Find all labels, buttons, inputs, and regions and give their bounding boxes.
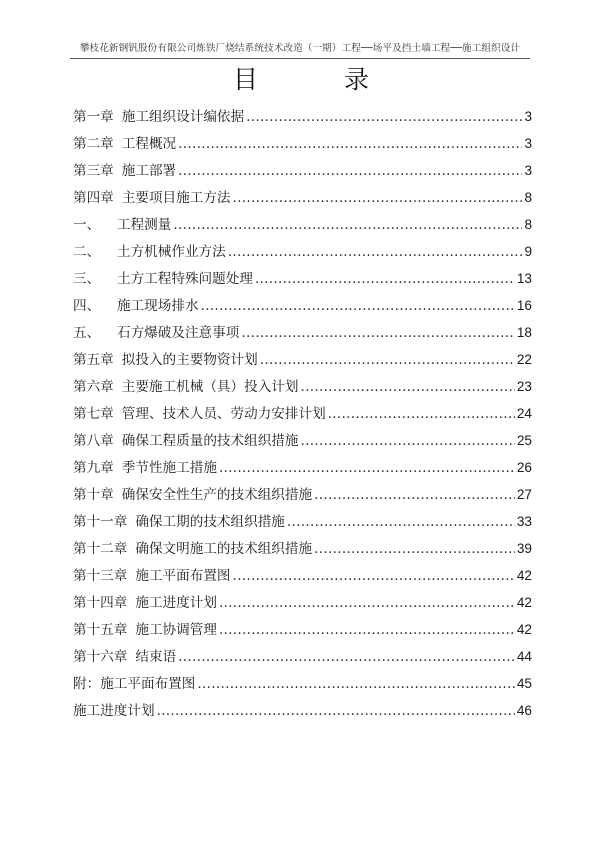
toc-entry-number: 第八章 bbox=[73, 433, 114, 449]
toc-entry[interactable] bbox=[73, 238, 532, 265]
toc-entry-number: 第九章 bbox=[73, 460, 114, 476]
toc-dot-leader bbox=[314, 482, 515, 509]
toc-entry[interactable] bbox=[73, 643, 532, 670]
toc-entry[interactable] bbox=[73, 211, 532, 238]
toc-entry-page: 22 bbox=[516, 352, 532, 367]
toc-entry-title: 施工现场排水 bbox=[117, 298, 199, 314]
toc-dot-leader bbox=[219, 617, 515, 644]
toc-entry-title: 主要项目施工方法 bbox=[121, 190, 231, 206]
header-divider bbox=[70, 58, 530, 59]
toc-entry-number: 第十一章 bbox=[73, 514, 128, 530]
running-header: 攀枝花新钢钒股份有限公司炼铁厂烧结系统技术改造（一期）工程──场平及挡土墙工程──施工组织设计 bbox=[79, 43, 521, 54]
toc-entry-page: 23 bbox=[516, 379, 532, 394]
toc-dot-leader bbox=[314, 536, 515, 563]
toc-entry-page: 8 bbox=[524, 190, 532, 205]
toc-dot-leader bbox=[301, 374, 515, 401]
toc-entry-page: 39 bbox=[516, 541, 532, 556]
toc-entry[interactable] bbox=[73, 346, 532, 373]
toc-dot-leader bbox=[219, 455, 515, 482]
toc-entry-number: 一、 bbox=[73, 217, 101, 233]
title-char-lu: 录 bbox=[344, 65, 370, 94]
toc-entry-title: 季节性施工措施 bbox=[121, 460, 217, 476]
toc-entry-title: 施工协调管理 bbox=[135, 622, 217, 638]
toc-entry-page: 46 bbox=[516, 703, 532, 718]
toc-entry[interactable] bbox=[73, 292, 532, 319]
toc-entry-number: 第五章 bbox=[73, 352, 114, 368]
toc-entry-title: 施工部署 bbox=[121, 163, 177, 179]
toc-entry-page: 3 bbox=[524, 109, 532, 124]
toc-entry-page: 8 bbox=[524, 217, 532, 232]
toc-entry-page: 24 bbox=[516, 406, 532, 421]
toc-entry[interactable] bbox=[73, 454, 532, 481]
toc-entry-page: 42 bbox=[516, 622, 532, 637]
toc-dot-leader bbox=[219, 590, 515, 617]
toc-entry-number: 五、 bbox=[73, 325, 101, 341]
toc-dot-leader bbox=[301, 428, 515, 455]
toc-entry-title: 施工进度计划 bbox=[135, 595, 217, 611]
toc-entry[interactable] bbox=[73, 265, 532, 292]
toc-entry-number: 第二章 bbox=[73, 136, 114, 152]
page-title bbox=[0, 62, 600, 98]
toc-entry-page: 42 bbox=[516, 568, 532, 583]
toc-entry[interactable] bbox=[73, 562, 532, 589]
toc-entry-page: 26 bbox=[516, 460, 532, 475]
toc-dot-leader bbox=[233, 563, 515, 590]
toc-entry-title: 土方工程特殊问题处理 bbox=[117, 271, 253, 287]
toc-dot-leader bbox=[260, 347, 515, 374]
toc-entry-title: 确保文明施工的技术组织措施 bbox=[135, 541, 313, 557]
toc-dot-leader bbox=[173, 212, 522, 239]
toc-entry[interactable] bbox=[73, 535, 532, 562]
toc-entry-page: 27 bbox=[516, 487, 532, 502]
toc-dot-leader bbox=[178, 158, 522, 185]
toc-entry-page: 33 bbox=[516, 514, 532, 529]
toc-entry-number: 第三章 bbox=[73, 163, 114, 179]
toc-entry[interactable] bbox=[73, 616, 532, 643]
toc-entry-title: 施工组织设计编依据 bbox=[121, 109, 245, 125]
toc-entry[interactable] bbox=[73, 427, 532, 454]
toc-entry[interactable] bbox=[73, 670, 532, 697]
toc-entry[interactable] bbox=[73, 373, 532, 400]
toc-entry-number: 第六章 bbox=[73, 379, 114, 395]
toc-entry[interactable] bbox=[73, 481, 532, 508]
toc-dot-leader bbox=[246, 104, 522, 131]
toc-entry[interactable] bbox=[73, 508, 532, 535]
toc-entry-number: 第四章 bbox=[73, 190, 114, 206]
toc-entry[interactable] bbox=[73, 589, 532, 616]
toc-entry-number: 第七章 bbox=[73, 406, 114, 422]
toc-entry-number: 四、 bbox=[73, 298, 101, 314]
toc-entry-title: 土方机械作业方法 bbox=[117, 244, 226, 260]
toc-entry-page: 13 bbox=[516, 271, 532, 286]
toc-entry-title: 附：施工平面布置图 bbox=[73, 676, 196, 692]
toc-entry-title: 工程测量 bbox=[117, 217, 172, 233]
toc-dot-leader bbox=[157, 698, 515, 725]
toc-entry-number: 二、 bbox=[73, 244, 101, 260]
title-char-mu: 目 bbox=[233, 65, 259, 94]
toc-entry-number: 第十四章 bbox=[73, 595, 128, 611]
toc-entry[interactable] bbox=[73, 157, 532, 184]
toc-entry-title: 主要施工机械（具）投入计划 bbox=[121, 379, 299, 395]
toc-dot-leader bbox=[178, 644, 515, 671]
toc-entry-page: 3 bbox=[524, 136, 532, 151]
toc-dot-leader bbox=[255, 266, 515, 293]
toc-entry[interactable] bbox=[73, 103, 532, 130]
toc-entry-title: 石方爆破及注意事项 bbox=[117, 325, 240, 341]
toc-entry-title: 施工进度计划 bbox=[73, 703, 155, 719]
toc-dot-leader bbox=[178, 131, 522, 158]
toc-entry-title: 确保工期的技术组织措施 bbox=[135, 514, 285, 530]
toc-entry-page: 9 bbox=[524, 244, 532, 259]
toc-entry-page: 45 bbox=[516, 676, 532, 691]
toc-dot-leader bbox=[201, 293, 515, 320]
toc-entry-page: 3 bbox=[524, 163, 532, 178]
toc-entry-title: 拟投入的主要物资计划 bbox=[121, 352, 258, 368]
toc-entry-number: 三、 bbox=[73, 271, 101, 287]
toc-entry[interactable] bbox=[73, 319, 532, 346]
toc-entry-page: 42 bbox=[516, 595, 532, 610]
toc-dot-leader bbox=[241, 320, 515, 347]
toc-entry[interactable] bbox=[73, 697, 532, 724]
toc-entry-number: 第十章 bbox=[73, 487, 114, 503]
toc-dot-leader bbox=[197, 671, 515, 698]
toc-entry-number: 第十五章 bbox=[73, 622, 128, 638]
toc-dot-leader bbox=[328, 401, 515, 428]
toc-entry-page: 25 bbox=[516, 433, 532, 448]
toc-entry-title: 管理、技术人员、劳动力安排计划 bbox=[121, 406, 326, 422]
toc-entry-title: 施工平面布置图 bbox=[135, 568, 231, 584]
toc-entry-title: 确保工程质量的技术组织措施 bbox=[121, 433, 299, 449]
toc-entry-number: 第一章 bbox=[73, 109, 114, 125]
toc-entry-number: 第十六章 bbox=[73, 649, 128, 665]
toc-entry[interactable] bbox=[73, 184, 532, 211]
toc-entry[interactable] bbox=[73, 130, 532, 157]
toc-dot-leader bbox=[287, 509, 515, 536]
table-of-contents bbox=[73, 103, 532, 724]
toc-dot-leader bbox=[233, 185, 523, 212]
toc-entry-number: 第十二章 bbox=[73, 541, 128, 557]
toc-dot-leader bbox=[228, 239, 523, 266]
toc-entry-page: 44 bbox=[516, 649, 532, 664]
toc-entry-number: 第十三章 bbox=[73, 568, 128, 584]
toc-entry-page: 18 bbox=[516, 325, 532, 340]
toc-entry-title: 工程概况 bbox=[121, 136, 177, 152]
toc-entry-title: 确保安全性生产的技术组织措施 bbox=[121, 487, 313, 503]
toc-entry-title: 结束语 bbox=[135, 649, 177, 665]
toc-entry[interactable] bbox=[73, 400, 532, 427]
toc-entry-page: 16 bbox=[516, 298, 532, 313]
